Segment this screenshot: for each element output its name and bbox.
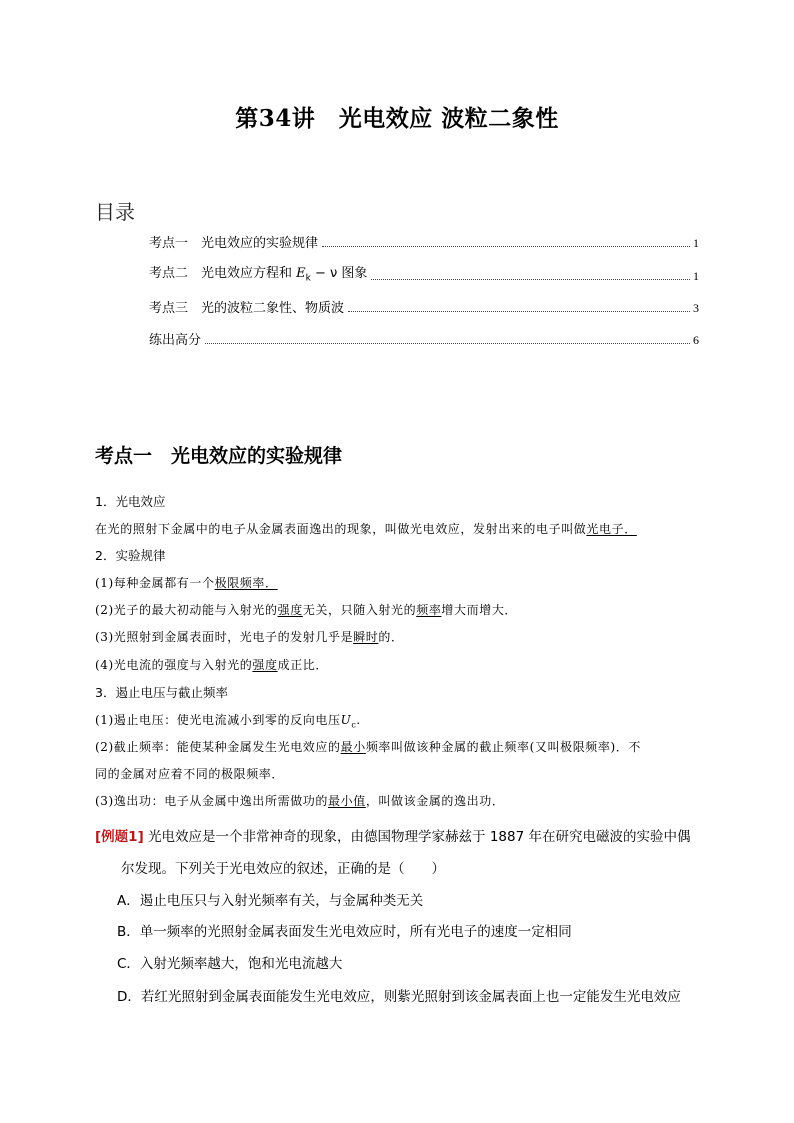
- rule-4: (4)光电流的强度与入射光的强度成正比．: [95, 658, 329, 672]
- toc-leader-dots: [205, 343, 690, 344]
- example-tag: [例题1]: [95, 829, 144, 845]
- option-d[interactable]: D．若红光照射到金属表面能发生光电效应，则紫光照射到该金属表面上也一定能发生光电效应: [117, 989, 681, 1005]
- toc-item-4[interactable]: [149, 330, 699, 348]
- toc-item-page: 1: [693, 236, 699, 250]
- toc-leader-dots: [348, 311, 690, 312]
- example-question: [例题1] 光电效应是一个非常神奇的现象，由德国物理学家赫兹于 1887 年在研究电磁波的实验中偶: [95, 829, 691, 845]
- subsection-title: 3．遏止电压与截止频率: [95, 685, 228, 700]
- toc-item-page: 6: [693, 333, 699, 347]
- toc-item-label: 练出高分: [149, 333, 202, 348]
- toc-item-3[interactable]: [149, 298, 699, 316]
- definition-3: (3)逸出功：电子从金属中逸出所需做功的最小值，叫做该金属的逸出功．: [95, 794, 505, 808]
- example-question-cont: 尔发现。下列关于光电效应的叙述，正确的是（ ）: [121, 861, 445, 877]
- option-a[interactable]: A．遏止电压只与入射光频率有关，与金属种类无关: [117, 893, 424, 909]
- toc-item-label: 考点一 光电效应的实验规律: [149, 236, 319, 251]
- toc-item-label: 考点二 光电效应方程和 $E_k - \nu$ 图象: [149, 266, 368, 284]
- subsection-title: 1．光电效应: [95, 494, 166, 509]
- toc-item-1[interactable]: [149, 233, 699, 251]
- section-heading: 考点一 光电效应的实验规律: [95, 445, 343, 467]
- toc-item-page: 1: [693, 269, 699, 283]
- subsection-title: 2．实验规律: [95, 548, 166, 563]
- toc-leader-dots: [371, 279, 690, 280]
- rule-1: (1)每种金属都有一个极限频率．: [95, 576, 278, 590]
- toc-item-page: 3: [693, 301, 699, 315]
- definition-2: (2)截止频率：能使某种金属发生光电效应的最小频率叫做该种金属的截止频率(又叫极限频率)．不: [95, 740, 641, 754]
- rule-3: (3)光照射到金属表面时，光电子的发射几乎是瞬时的．: [95, 630, 404, 644]
- page-title: 第34讲 光电效应 波粒二象性: [235, 105, 559, 132]
- toc-heading: 目录: [95, 200, 135, 224]
- option-b[interactable]: B．单一频率的光照射金属表面发生光电效应时，所有光电子的速度一定相同: [117, 924, 572, 940]
- toc-item-label: 考点三 光的波粒二象性、物质波: [149, 301, 345, 316]
- definition-1: (1)遏止电压：使光电流减小到零的反向电压$U_c$.: [95, 713, 361, 730]
- rule-2: (2)光子的最大初动能与入射光的强度无关，只随入射光的频率增大而增大．: [95, 603, 518, 617]
- toc-leader-dots: [322, 246, 690, 247]
- paragraph-line: 在光的照射下金属中的电子从金属表面逸出的现象，叫做光电效应，发射出来的电子叫做光电子．: [95, 522, 637, 536]
- definition-2-cont: 同的金属对应着不同的极限频率．: [95, 767, 285, 781]
- toc-item-2[interactable]: [149, 266, 699, 284]
- option-c[interactable]: C．入射光频率越大，饱和光电流越大: [117, 956, 343, 972]
